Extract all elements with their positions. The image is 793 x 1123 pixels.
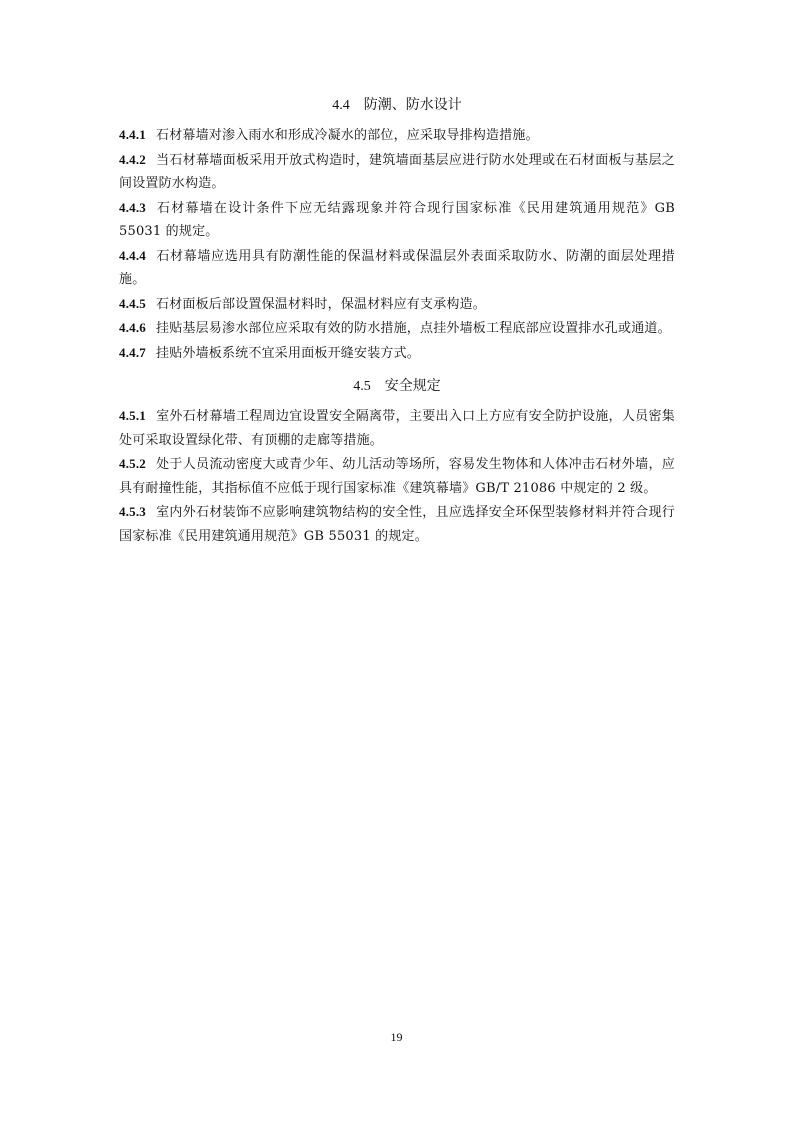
clause-text: 石材幕墙应选用具有防潮性能的保温材料或保温层外表面采取防水、防潮的面层处理措施。: [119, 248, 675, 287]
clause-number: 4.4.4: [119, 247, 146, 263]
clause-number: 4.4.1: [119, 127, 146, 142]
clause-paragraph: [119, 292, 675, 317]
clause-number: 4.4.6: [119, 320, 146, 335]
section-number: 4.5: [353, 379, 371, 394]
clause-number: 4.4.3: [119, 199, 146, 215]
clause-text: 室外石材幕墙工程周边宜设置安全隔离带，主要出入口上方应有安全防护设施，人员密集处可采取设置绿化带、有顶棚的走廊等措施。: [119, 409, 675, 448]
clause-text: 挂贴外墙板系统不宜采用面板开缝安装方式。: [156, 345, 421, 361]
clause-text: 处于人员流动密度大或青少年、幼儿活动等场所，容易发生物体和人体冲击石材外墙，应具有耐撞性能，其指标值不应低于现行国家标准《建筑幕墙》GB/T 21086 中规定的 2 级。: [119, 457, 675, 496]
clause-paragraph: [119, 244, 675, 292]
section-heading: [119, 94, 675, 117]
section-number: 4.4: [332, 98, 350, 113]
clause-text: 室内外石材装饰不应影响建筑物结构的安全性，且应选择安全环保型装修材料并符合现行国家标准《民用建筑通用规范》GB 55031 的规定。: [119, 505, 675, 544]
clause-paragraph: [119, 123, 675, 148]
clause-number: 4.5.3: [119, 504, 146, 519]
clause-paragraph: [119, 316, 675, 341]
clause-text: 石材面板后部设置保温材料时，保温材料应有支承构造。: [156, 296, 487, 312]
clause-text: 挂贴基层易渗水部位应采取有效的防水措施，点挂外墙板工程底部应设置排水孔或通道。: [156, 321, 671, 336]
clause-number: 4.5.1: [119, 408, 146, 423]
page-content: [119, 94, 675, 548]
clause-paragraph: [119, 404, 675, 452]
clause-paragraph: [119, 452, 675, 500]
section-title: 防潮、防水设计: [363, 97, 462, 113]
clause-paragraph: [119, 196, 675, 244]
clause-number: 4.4.2: [119, 151, 146, 167]
clause-paragraph: [119, 500, 675, 548]
clause-number: 4.5.2: [119, 456, 146, 471]
clause-paragraph: [119, 148, 675, 196]
page-number: 19: [390, 1030, 403, 1044]
clause-paragraph: [119, 341, 675, 366]
section-heading: [119, 375, 675, 398]
clause-number: 4.4.7: [119, 344, 146, 360]
section-title: 安全规定: [384, 378, 441, 394]
clause-number: 4.4.5: [119, 295, 146, 311]
clause-text: 石材幕墙对渗入雨水和形成冷凝水的部位，应采取导排构造措施。: [156, 128, 539, 143]
clause-text: 当石材幕墙面板采用开放式构造时，建筑墙面基层应进行防水处理或在石材面板与基层之间设置防水构造。: [119, 152, 675, 191]
clause-text: 石材幕墙在设计条件下应无结露现象并符合现行国家标准《民用建筑通用规范》GB 55031 的规定。: [119, 200, 675, 239]
